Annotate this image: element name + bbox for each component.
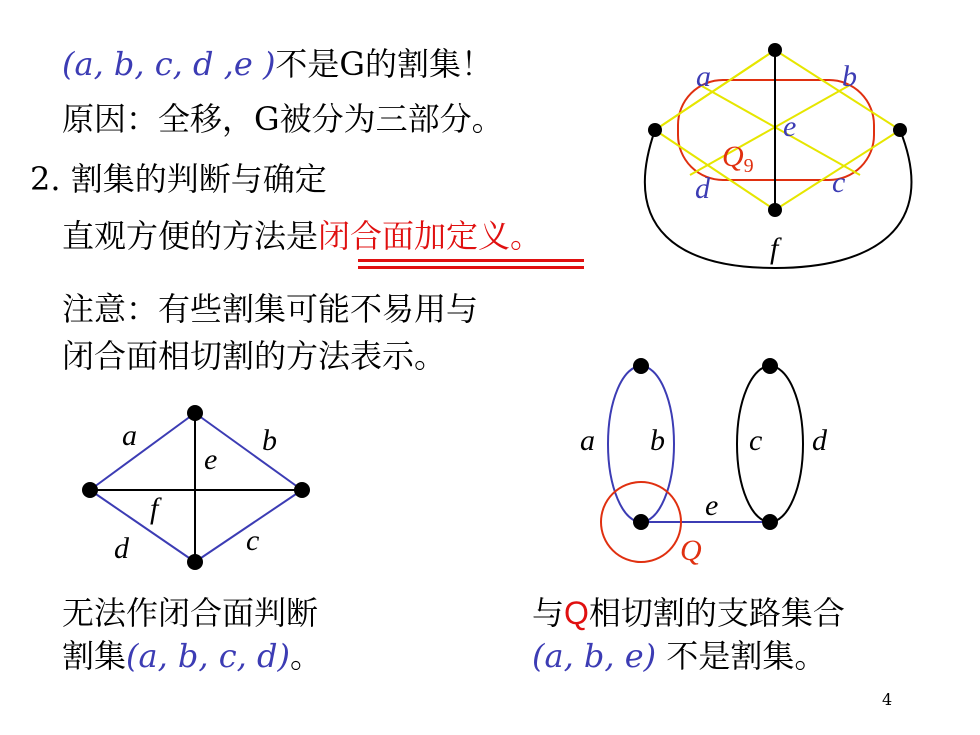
label-d: d bbox=[114, 532, 129, 565]
node-right bbox=[294, 482, 310, 498]
right-caption-rest: 相切割的支路集合 bbox=[588, 594, 845, 632]
right-caption-line-2-rest: 不是割集。 bbox=[656, 637, 827, 675]
line-4-prefix: 直观方便的方法是 bbox=[62, 217, 319, 255]
left-caption-prefix: 割集 bbox=[62, 637, 127, 675]
left-caption-line-1: 无法作闭合面判断 bbox=[62, 594, 319, 632]
left-caption-set: (a, b, c, d) bbox=[126, 637, 290, 675]
label-f: f bbox=[770, 232, 779, 265]
page-number: 4 bbox=[882, 690, 893, 709]
line-2: 原因：全移，G被分为三部分。 bbox=[62, 100, 504, 138]
label-a: a bbox=[122, 419, 137, 452]
edge-d bbox=[90, 490, 195, 562]
node-top bbox=[187, 405, 203, 421]
label-q: Q bbox=[722, 140, 744, 173]
right-caption-q: Q bbox=[564, 595, 589, 631]
label-f: f bbox=[150, 492, 159, 525]
diagram-top-right bbox=[645, 43, 912, 268]
label-q9 bbox=[722, 140, 754, 177]
highlighted-method: 闭合面加定义 bbox=[318, 217, 511, 255]
label-q: Q bbox=[680, 534, 702, 567]
label-e: e bbox=[204, 443, 218, 476]
label-b: b bbox=[262, 424, 277, 457]
node-bottom bbox=[187, 554, 203, 570]
label-c: c bbox=[832, 166, 846, 199]
left-caption-suffix: 。 bbox=[289, 637, 322, 675]
right-caption-set: (a, b, e) bbox=[532, 637, 657, 675]
diagram-bottom-right bbox=[580, 358, 828, 567]
section-heading: 2. 割集的判断与确定 bbox=[30, 160, 327, 198]
diagram-bottom-left bbox=[82, 405, 310, 570]
node-bottom bbox=[768, 203, 782, 217]
label-b: b bbox=[842, 60, 857, 93]
loop-cd bbox=[737, 366, 803, 522]
label-d: d bbox=[695, 172, 710, 205]
label-a: a bbox=[696, 60, 711, 93]
label-d: d bbox=[812, 424, 827, 457]
note-line-1: 注意：有些割集可能不易用与 bbox=[62, 290, 479, 328]
label-e: e bbox=[705, 489, 719, 522]
node-left bbox=[648, 123, 662, 137]
edge-a bbox=[90, 413, 195, 490]
node-2 bbox=[633, 514, 649, 530]
node-left bbox=[82, 482, 98, 498]
node-4 bbox=[762, 514, 778, 530]
node-3 bbox=[762, 358, 778, 374]
note-line-2: 闭合面相切割的方法表示。 bbox=[62, 337, 447, 375]
label-b: b bbox=[650, 424, 665, 457]
node-top bbox=[768, 43, 782, 57]
line-4-suffix: 。 bbox=[510, 217, 543, 255]
right-caption-prefix: 与 bbox=[532, 594, 565, 632]
edge-d bbox=[655, 130, 775, 210]
label-q-sub: 9 bbox=[743, 155, 754, 177]
cutset-tuple: (a, b, c, d ,e ) bbox=[62, 45, 276, 83]
line-1-rest: 不是G的割集！ bbox=[275, 45, 493, 83]
label-c: c bbox=[749, 424, 763, 457]
label-a: a bbox=[580, 424, 595, 457]
node-1 bbox=[633, 358, 649, 374]
node-right bbox=[893, 123, 907, 137]
label-e: e bbox=[783, 110, 797, 143]
label-c: c bbox=[246, 524, 260, 557]
